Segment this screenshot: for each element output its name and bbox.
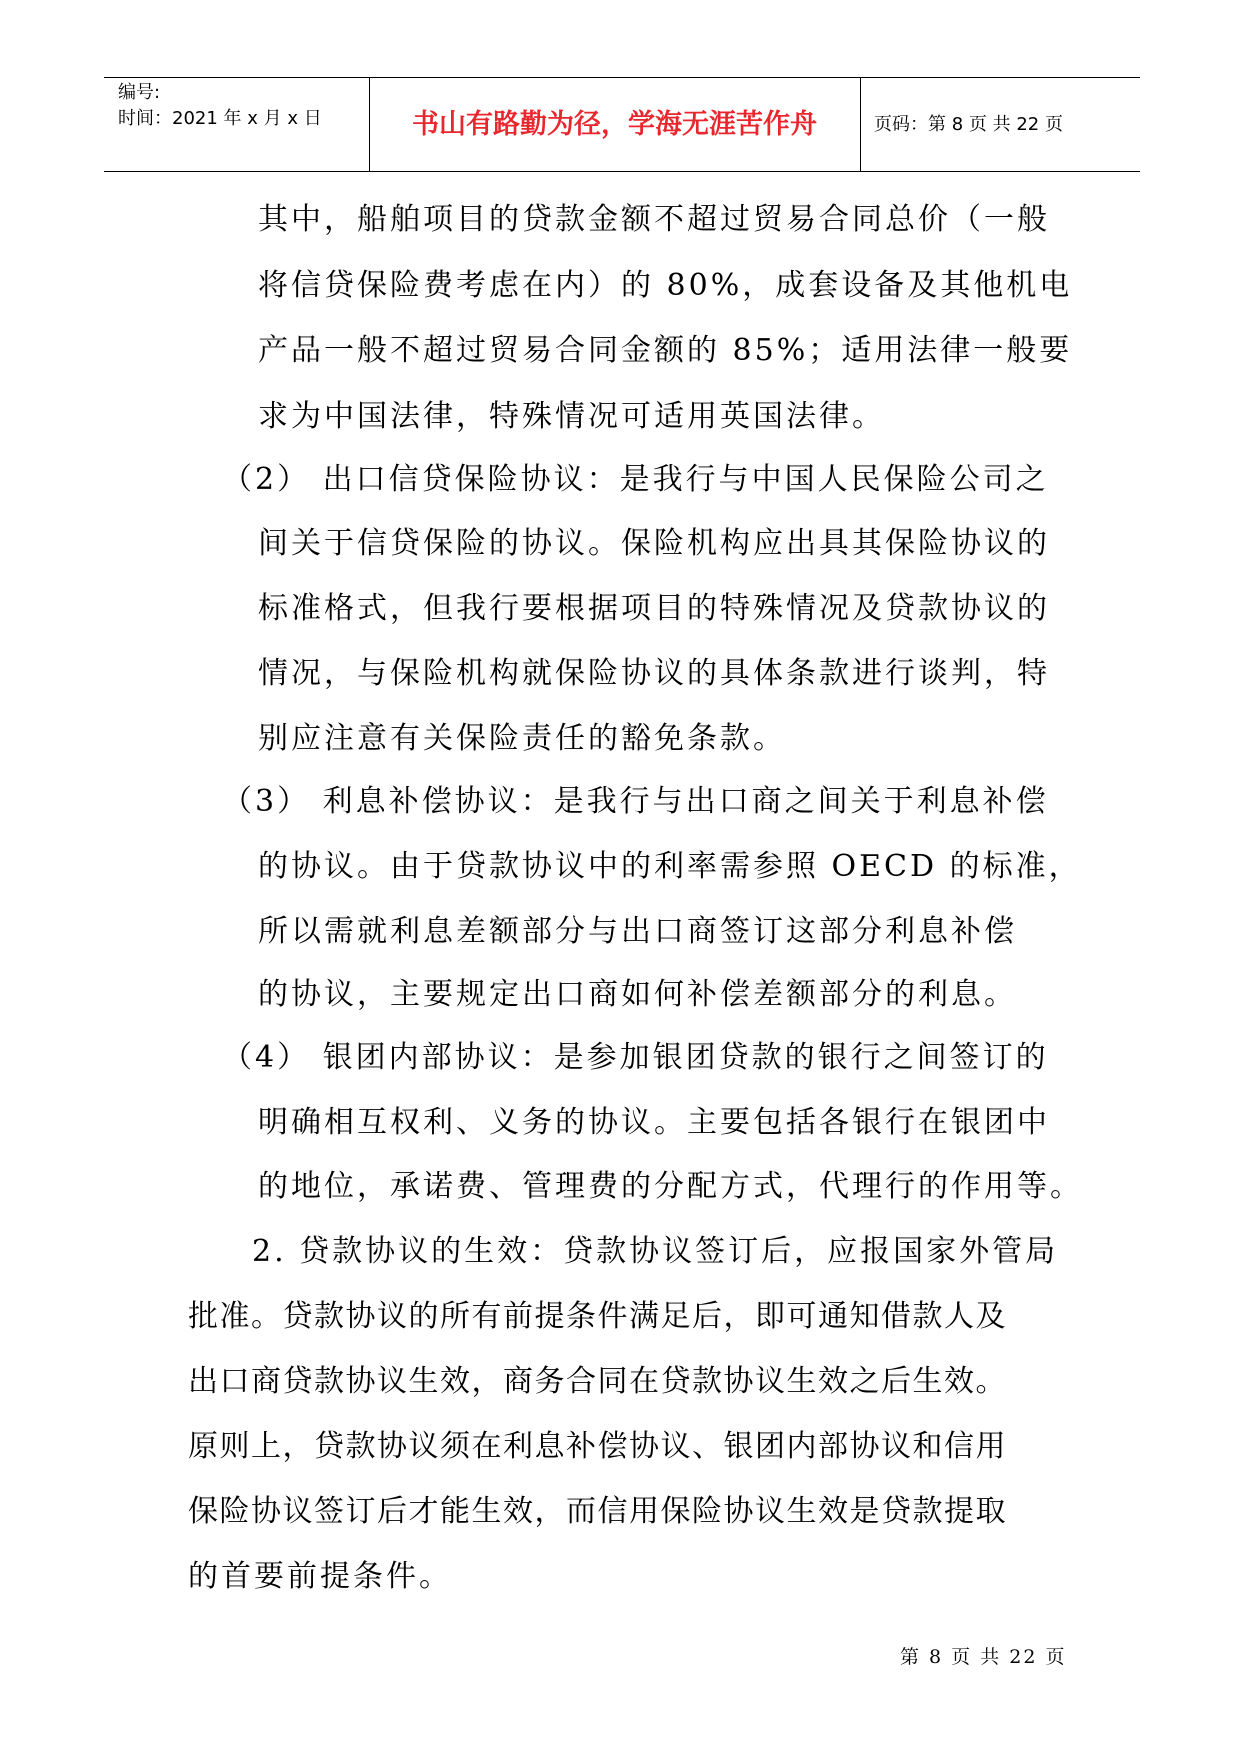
header-motto: 书山有路勤为径，学海无涯苦作舟 (412, 109, 817, 140)
body-line: 保险协议签订后才能生效，而信用保险协议生效是贷款提取 (188, 1494, 1007, 1529)
body-line: 的协议，主要规定出口商如何补偿差额部分的利息。 (258, 977, 1017, 1012)
body-line: 情况，与保险机构就保险协议的具体条款进行谈判，特 (258, 656, 1050, 691)
body-line: （4） 银团内部协议：是参加银团贷款的银行之间签订的 (222, 1040, 1049, 1075)
body-line: 明确相互权利、义务的协议。主要包括各银行在银团中 (258, 1105, 1050, 1140)
body-line: 的协议。由于贷款协议中的利率需参照 OECD 的标准， (258, 849, 1082, 884)
body-line: 将信贷保险费考虑在内）的 80%，成套设备及其他机电 (258, 268, 1073, 303)
document-date-label: 时间：2021 年 x 月 x 日 (118, 108, 322, 129)
header-page-info: 页码：第 8 页 共 22 页 (874, 114, 1063, 135)
body-line: 出口商贷款协议生效，商务合同在贷款协议生效之后生效。 (188, 1364, 1007, 1399)
body-line: 别应注意有关保险责任的豁免条款。 (258, 721, 786, 756)
body-line: 原则上，贷款协议须在利息补偿协议、银团内部协议和信用 (188, 1429, 1007, 1464)
body-line: 求为中国法律，特殊情况可适用英国法律。 (258, 399, 885, 434)
body-line: 标准格式，但我行要根据项目的特殊情况及贷款协议的 (258, 591, 1050, 626)
header-divider-right (860, 78, 861, 171)
body-line: 批准。贷款协议的所有前提条件满足后，即可通知借款人及 (188, 1299, 1007, 1334)
body-line: 产品一般不超过贸易合同金额的 85%；适用法律一般要 (258, 333, 1073, 368)
body-line: 2. 贷款协议的生效：贷款协议签订后，应报国家外管局 (252, 1234, 1059, 1269)
body-line: （3） 利息补偿协议：是我行与出口商之间关于利息补偿 (222, 784, 1049, 819)
body-line: 其中，船舶项目的贷款金额不超过贸易合同总价（一般 (258, 202, 1050, 237)
body-line: 间关于信贷保险的协议。保险机构应出具其保险协议的 (258, 526, 1050, 561)
page-header (104, 77, 1140, 172)
body-line: 的首要前提条件。 (188, 1559, 452, 1594)
body-line: 所以需就利息差额部分与出口商签订这部分利息补偿 (258, 914, 1017, 949)
body-line: 的地位，承诺费、管理费的分配方式，代理行的作用等。 (258, 1169, 1083, 1204)
document-number-label: 编号: (118, 82, 161, 103)
header-meta (118, 80, 358, 132)
page-footer: 第 8 页 共 22 页 (900, 1646, 1067, 1668)
body-line: （2） 出口信贷保险协议：是我行与中国人民保险公司之 (222, 462, 1049, 497)
